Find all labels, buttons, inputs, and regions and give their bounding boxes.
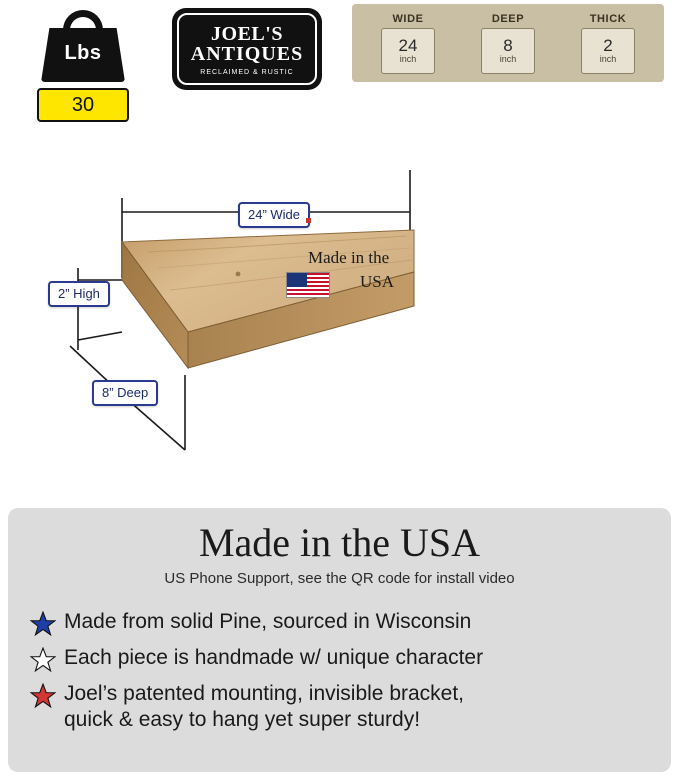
logo-line-2: ANTIQUES bbox=[190, 43, 304, 65]
board-text-line-1: Made in the bbox=[308, 248, 390, 267]
dimension-value-deep: 8 bbox=[503, 35, 513, 55]
dimension-cell-thick bbox=[564, 13, 652, 74]
shelf-diagram bbox=[0, 150, 679, 500]
dimension-label-deep: DEEP bbox=[491, 12, 525, 25]
list-item bbox=[30, 609, 649, 637]
dimension-strip bbox=[352, 4, 664, 82]
feature-text-group bbox=[64, 681, 464, 734]
panel-subtitle: US Phone Support, see the QR code for install video bbox=[164, 570, 515, 587]
dimension-label-thick: THICK bbox=[589, 12, 627, 25]
feature-text: Joel’s patented mounting, invisible bracket, bbox=[64, 682, 465, 705]
weight-icon bbox=[33, 10, 133, 82]
callout-width bbox=[238, 202, 310, 228]
weight-unit-label: Lbs bbox=[64, 42, 102, 64]
dimension-cell-deep bbox=[464, 13, 552, 74]
board-made-in-usa-text bbox=[286, 246, 466, 294]
callout-height: 2” High bbox=[48, 281, 110, 307]
star-icon bbox=[30, 611, 56, 637]
brand-logo bbox=[172, 8, 322, 90]
feature-text-continued: quick & easy to hang yet super sturdy! bbox=[64, 708, 421, 732]
star-icon bbox=[30, 683, 56, 709]
dimension-box-deep bbox=[481, 28, 535, 74]
flag-union bbox=[287, 273, 307, 287]
dimension-value-wide: 24 bbox=[398, 35, 418, 55]
panel-title: Made in the USA bbox=[198, 520, 481, 565]
dimension-box-thick bbox=[581, 28, 635, 74]
logo-line-1: JOEL'S bbox=[211, 23, 283, 45]
star-icon bbox=[30, 647, 56, 673]
callout-width-label: 24” Wide bbox=[248, 207, 301, 222]
feature-text: Each piece is handmade w/ unique character bbox=[64, 646, 484, 669]
callout-depth: 8” Deep bbox=[92, 380, 158, 406]
feature-list bbox=[30, 609, 649, 734]
callout-marker-dot bbox=[306, 218, 311, 223]
usa-flag-icon bbox=[286, 272, 330, 298]
dimension-value-thick: 2 bbox=[603, 35, 613, 55]
feature-text: Made from solid Pine, sourced in Wisconsin bbox=[64, 610, 472, 633]
dimension-label-wide: WIDE bbox=[392, 12, 424, 25]
weight-badge bbox=[28, 10, 138, 125]
dimension-unit-thick: inch bbox=[599, 54, 617, 65]
features-panel bbox=[8, 508, 671, 772]
weight-capacity-value: 30 bbox=[37, 88, 129, 122]
list-item bbox=[30, 681, 649, 734]
dimension-box-wide bbox=[381, 28, 435, 74]
dimension-unit-wide: inch bbox=[399, 54, 417, 65]
list-item bbox=[30, 645, 649, 673]
logo-tagline: RECLAIMED & RUSTIC bbox=[200, 69, 294, 76]
dimension-unit-deep: inch bbox=[499, 54, 517, 65]
board-text-line-2: USA bbox=[360, 271, 395, 291]
dimension-cell-wide bbox=[364, 13, 452, 74]
